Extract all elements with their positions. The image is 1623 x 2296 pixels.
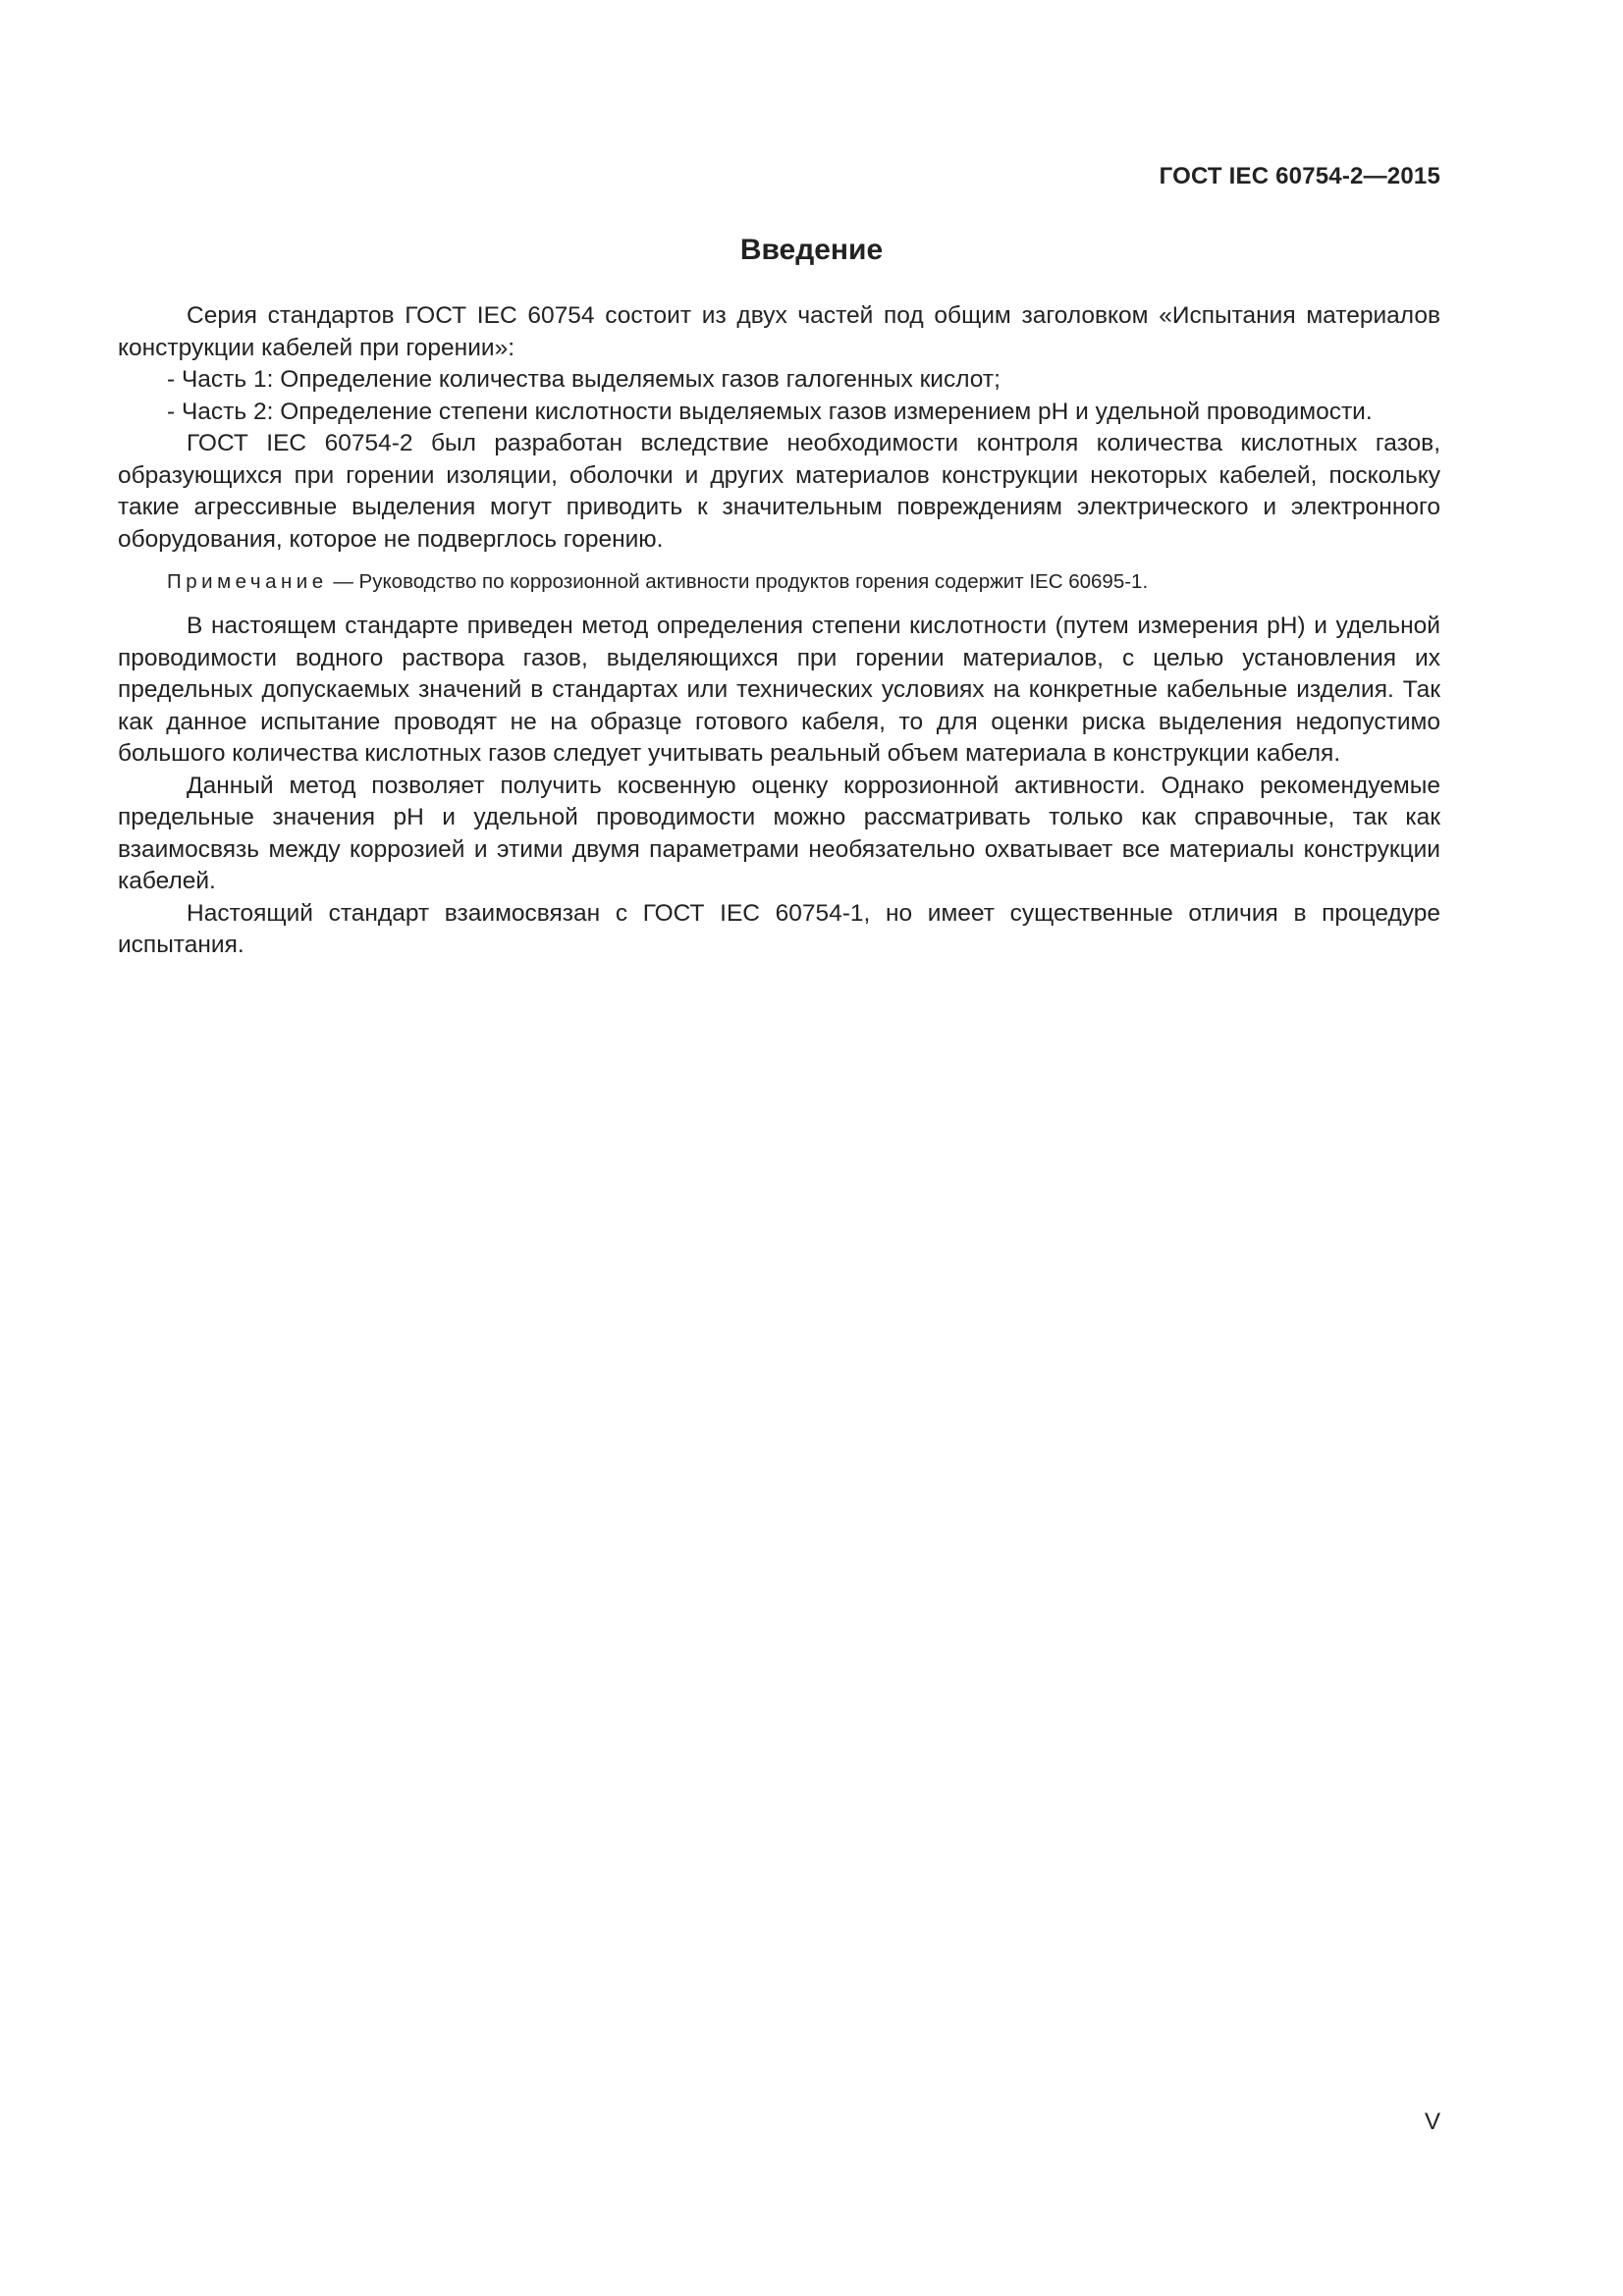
note-text: — Руководство по коррозионной активности продуктов горения содержит IEC 60695-1. xyxy=(327,570,1149,593)
introduction-body xyxy=(118,300,1440,962)
list-item-part-1: - Часть 1: Определение количества выделяемых газов галогенных кислот; xyxy=(167,366,1001,393)
paragraph-purpose: ГОСТ IEC 60754-2 был разработан вследствие необходимости контроля количества кислотных газов, образующихся при горении изоляции, оболочки и других материалов конструкции некоторых кабелей, поскольку такие агрессивные выделения могут приводить к значительным повреждениям электрического и электронного оборудования, которое не подверглось горению. xyxy=(118,430,1440,553)
section-title: Введение xyxy=(739,234,884,266)
intro-paragraph: Серия стандартов ГОСТ IEC 60754 состоит из двух частей под общим заголовком «Испытания материалов конструкции кабелей при горении»: xyxy=(118,302,1440,361)
paragraph-method: В настоящем стандарте приведен метод определения степени кислотности (путем измерения pH) и удельной проводимости водного раствора газов, выделяющихся при горении материалов, с целью установления их предельных допускаемых значений в стандартах или технических условиях на конкретные кабельные изделия. Так как данное испытание проводят не на образце готового кабеля, то для оценки риска выделения недопустимо большого количества кислотных газов следует учитывать реальный объем материала в конструкции кабеля. xyxy=(118,613,1440,767)
note-paragraph xyxy=(118,567,1440,597)
note-label: Примечание xyxy=(167,570,328,593)
paragraph-assessment: Данный метод позволяет получить косвенную оценку коррозионной активности. Однако рекомендуемые предельные значения pH и удельной проводимости можно рассматривать только как справочные, так как взаимосвязь между коррозией и этими двумя параметрами необязательно охватывает все материалы конструкции кабелей. xyxy=(118,772,1440,894)
paragraph-relation: Настоящий стандарт взаимосвязан с ГОСТ IEC 60754-1, но имеет существенные отличия в процедуре испытания. xyxy=(118,899,1440,958)
page-number: V xyxy=(1424,2109,1440,2135)
document-code-header: ГОСТ IEC 60754-2—2015 xyxy=(1159,163,1440,189)
list-item-part-2: - Часть 2: Определение степени кислотности выделяемых газов измерением pH и удельной проводимости. xyxy=(167,398,1373,425)
